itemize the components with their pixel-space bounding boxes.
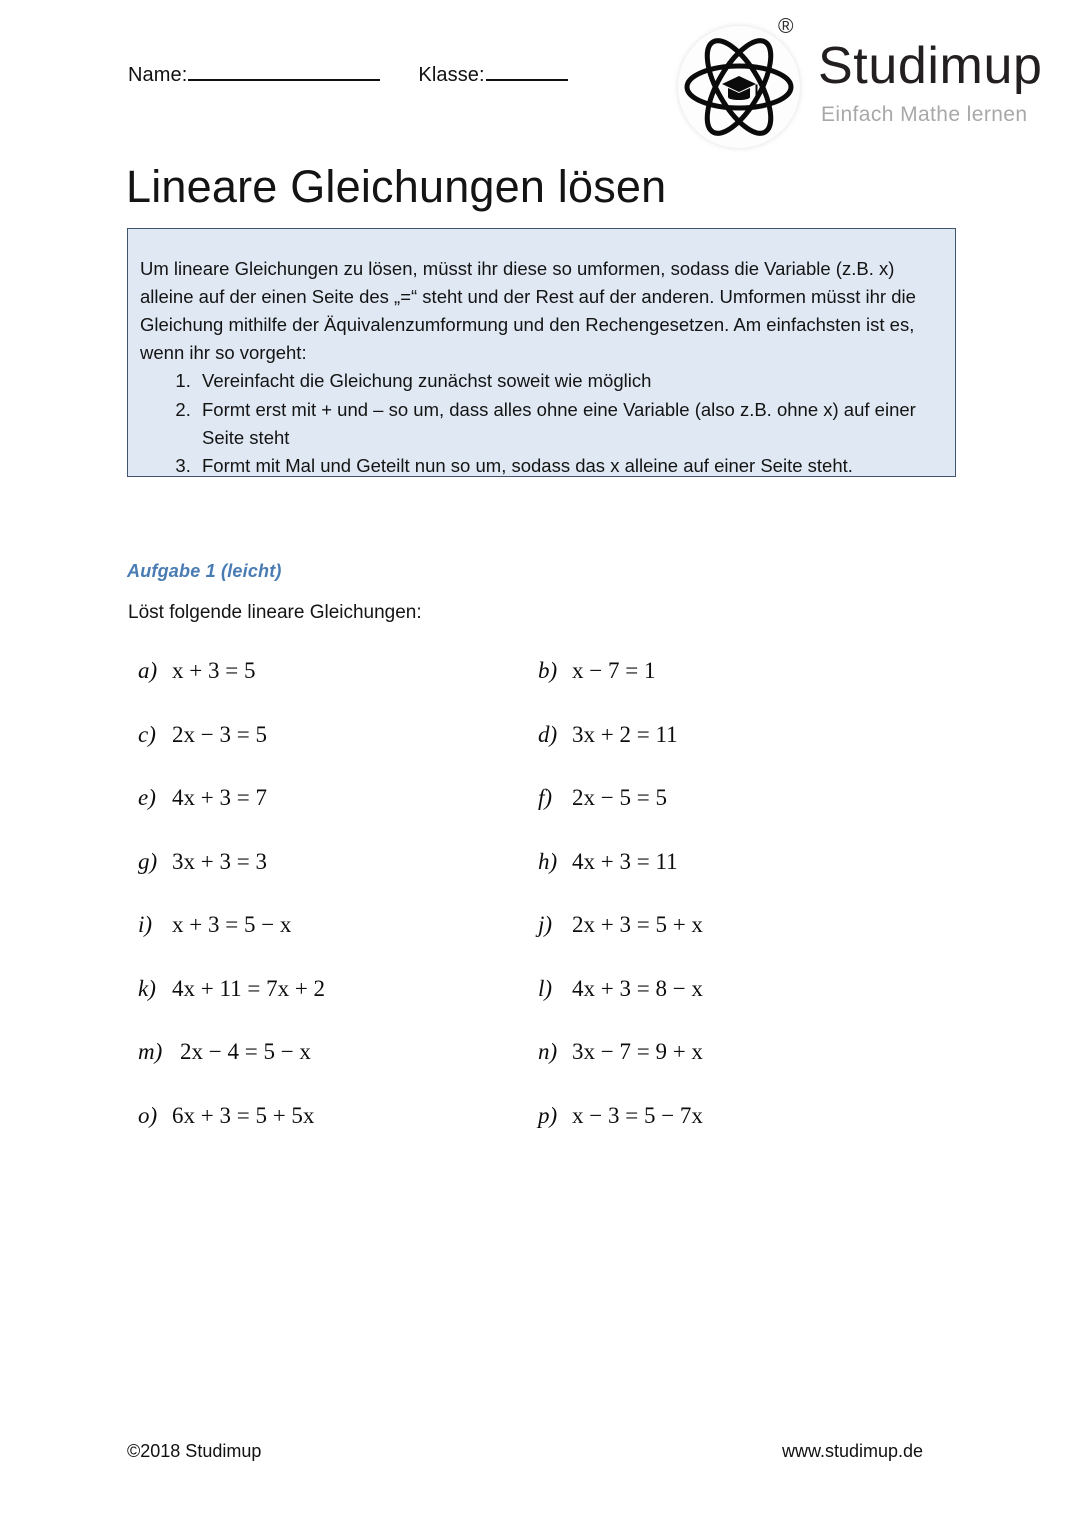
equation-label: n): [538, 1039, 558, 1064]
footer-website[interactable]: www.studimup.de: [782, 1441, 924, 1461]
equation-row: [138, 912, 978, 976]
equation-item-j: [538, 912, 978, 976]
logo-tagline: Einfach Mathe lernen: [821, 103, 1028, 126]
equation-item-d: [538, 722, 978, 786]
equation-expression: 4x + 3 = 8 − x: [572, 975, 703, 1001]
name-write-line[interactable]: [188, 62, 380, 81]
equation-item-n: [538, 1039, 978, 1103]
list-item: 1. Vereinfacht die Gleichung zunächst soweit wie möglich: [196, 367, 931, 395]
studimup-logo: [678, 12, 1043, 144]
equation-item-g: [138, 849, 538, 913]
equation-expression: 3x + 3 = 3: [172, 848, 267, 874]
list-item: 3. Formt mit Mal und Geteilt nun so um, sodass das x alleine auf einer Seite steht.: [196, 452, 931, 480]
equation-label: h): [538, 848, 558, 874]
equation-item-l: [538, 976, 978, 1040]
name-label: Name:: [128, 64, 188, 86]
equation-item-o: [138, 1103, 538, 1167]
equation-item-h: [538, 849, 978, 913]
equation-label: j): [538, 912, 553, 937]
equation-item-i: [138, 912, 538, 976]
equation-expression: 4x + 11 = 7x + 2: [172, 975, 326, 1001]
equation-label: d): [538, 721, 558, 747]
equation-label: g): [138, 848, 158, 874]
equation-expression: 4x + 3 = 11: [572, 848, 678, 874]
klasse-label: Klasse:: [418, 64, 485, 86]
equation-row: [138, 976, 978, 1040]
equation-row: [138, 849, 978, 913]
page-title: Lineare Gleichungen lösen: [126, 161, 667, 213]
atom-graduation-cap-icon: [678, 26, 800, 148]
equation-label: f): [538, 785, 553, 810]
info-box-steps: [140, 367, 931, 479]
equation-row: [138, 722, 978, 786]
student-info-row: [128, 62, 568, 87]
logo-wordmark: Studimup: [818, 37, 1043, 95]
equation-label: a): [138, 658, 158, 683]
task-heading: Aufgabe 1 (leicht): [127, 561, 282, 581]
equation-item-p: [538, 1103, 978, 1167]
equation-expression: x − 3 = 5 − 7x: [572, 1102, 703, 1128]
equation-label: m): [138, 1039, 163, 1064]
equation-label: e): [138, 785, 156, 810]
equation-label: b): [538, 658, 558, 683]
equation-expression: x + 3 = 5: [172, 658, 256, 683]
info-box: [127, 228, 956, 477]
equation-item-b: [538, 658, 978, 722]
equation-expression: 3x + 2 = 11: [572, 721, 678, 747]
equation-grid: [138, 658, 978, 1166]
equation-row: [138, 785, 978, 849]
equation-row: [138, 1103, 978, 1167]
klasse-field-group: [418, 62, 567, 87]
equation-expression: x − 7 = 1: [572, 658, 656, 683]
equation-item-f: [538, 785, 978, 849]
equation-item-c: [138, 722, 538, 786]
equation-expression: 2x − 4 = 5 − x: [180, 1039, 311, 1064]
equation-item-k: [138, 976, 538, 1040]
equation-expression: 3x − 7 = 9 + x: [572, 1039, 703, 1064]
list-item: 2. Formt erst mit + und – so um, dass alles ohne eine Variable (also z.B. ohne x) auf einer Seite steht: [196, 396, 931, 452]
equation-label: p): [538, 1102, 558, 1128]
equation-row: [138, 658, 978, 722]
equation-expression: x + 3 = 5 − x: [172, 912, 292, 937]
klasse-write-line[interactable]: [486, 62, 568, 81]
equation-expression: 4x + 3 = 7: [172, 785, 267, 810]
equation-label: o): [138, 1102, 158, 1128]
equation-expression: 2x − 5 = 5: [572, 785, 667, 810]
footer-copyright: ©2018 Studimup: [127, 1441, 262, 1461]
task-instruction: Löst folgende lineare Gleichungen:: [128, 602, 422, 623]
registered-trademark-icon: ®: [778, 15, 794, 38]
equation-item-m: [138, 1039, 538, 1103]
name-field-group: [128, 62, 380, 87]
equation-item-e: [138, 785, 538, 849]
equation-expression: 2x + 3 = 5 + x: [572, 912, 703, 937]
equation-expression: 2x − 3 = 5: [172, 721, 267, 747]
info-box-paragraph: Um lineare Gleichungen zu lösen, müsst ihr diese so umformen, sodass die Variable (z.B. x) alleine auf der einen Seite des „=“ steht und der Rest auf der anderen. Umformen müsst ihr die Gleichung mithilfe der Äquivalenzumformung und den Rechengesetzen. Am einfachsten ist es, wenn ihr so vorgeht:: [140, 258, 916, 364]
equation-label: k): [138, 975, 156, 1001]
equation-label: l): [538, 975, 553, 1001]
equation-label: i): [138, 912, 153, 937]
equation-label: c): [138, 721, 156, 747]
equation-expression: 6x + 3 = 5 + 5x: [172, 1102, 315, 1128]
equation-item-a: [138, 658, 538, 722]
equation-row: [138, 1039, 978, 1103]
